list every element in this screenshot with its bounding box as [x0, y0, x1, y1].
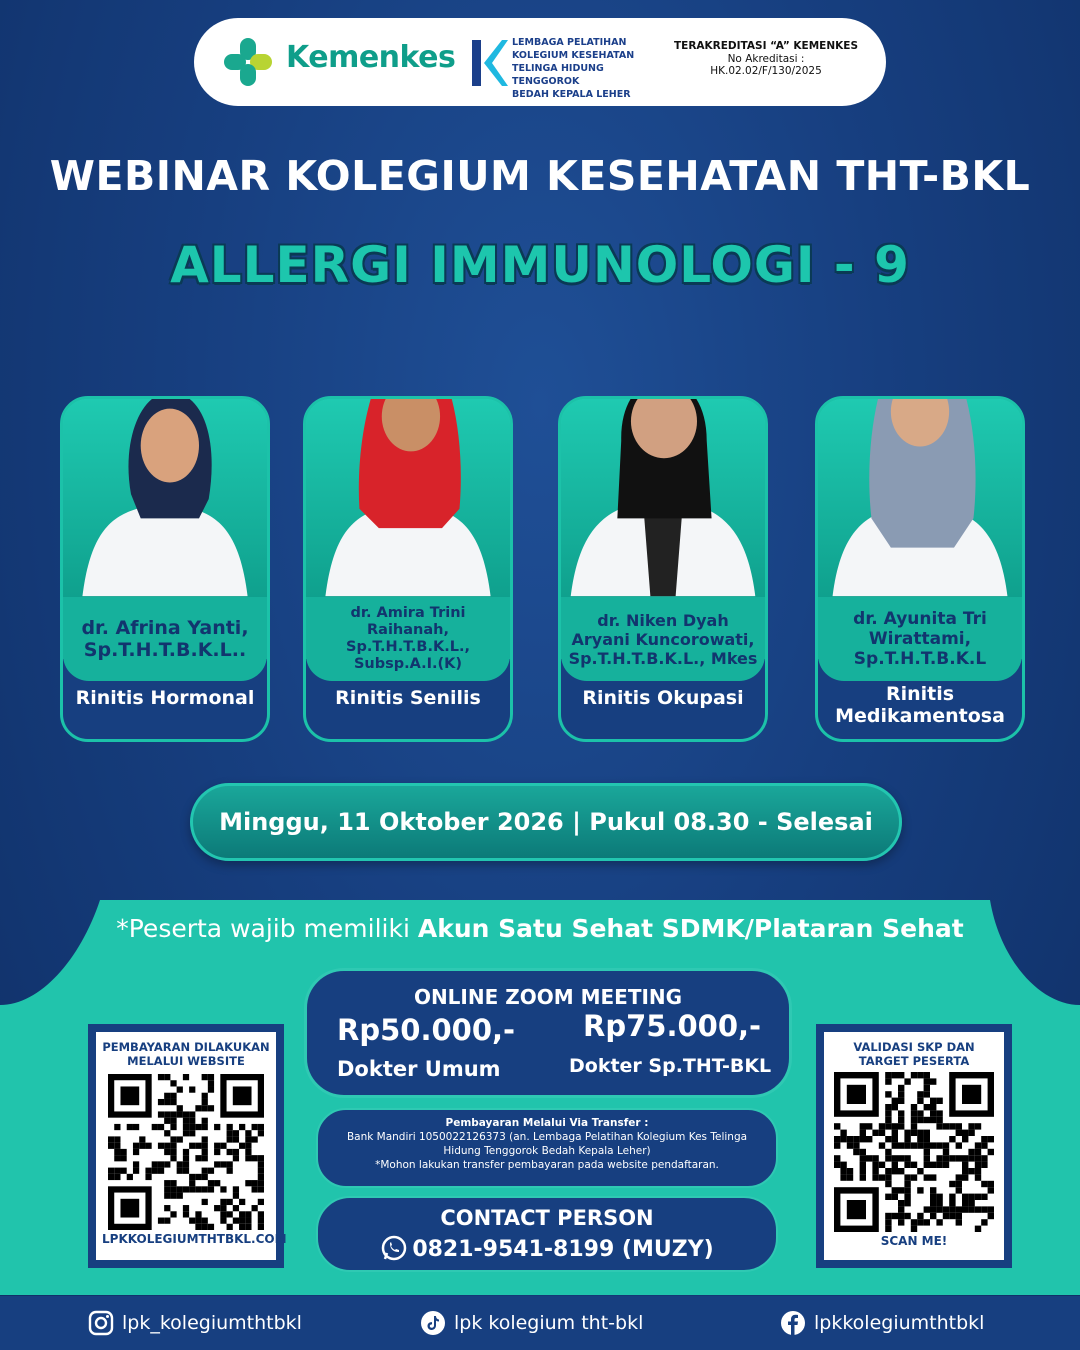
qr-code-icon[interactable] — [834, 1072, 994, 1232]
price-specialist: Rp75.000,- — [583, 1009, 762, 1043]
page-title: WEBINAR KOLEGIUM KESEHATAN THT-BKL — [49, 152, 1031, 200]
speaker-topic: Rinitis Medikamentosa — [818, 659, 1022, 742]
website-url: LPKKOLEGIUMTHTBKL.COM — [102, 1232, 287, 1246]
transfer-info — [316, 1108, 778, 1188]
qr-caption: PEMBAYARAN DILAKUKAN MELALUI WEBSITE — [102, 1040, 270, 1068]
speaker-photo — [818, 399, 1022, 599]
speaker-topic: Rinitis Okupasi — [561, 659, 765, 742]
speaker-photo — [306, 399, 510, 599]
contact-title: CONTACT PERSON — [440, 1206, 654, 1230]
accreditation-info: TERAKREDITASI “A” KEMENKES No Akreditasi : HK.02.02/F/130/2025 — [673, 40, 859, 77]
speaker-name: dr. Afrina Yanti, Sp.T.H.T.B.K.L.. — [63, 597, 267, 681]
lpk-logo-icon — [470, 36, 510, 90]
tiktok-link[interactable]: lpk kolegium tht-bkl — [420, 1310, 643, 1336]
whatsapp-icon — [380, 1234, 408, 1262]
contact-phone[interactable]: 0821-9541-8199 (MUZY) — [318, 1234, 776, 1262]
speaker-card — [60, 396, 270, 742]
facebook-link[interactable]: lpkkolegiumthtbkl — [780, 1310, 984, 1336]
facebook-icon — [780, 1310, 806, 1336]
speaker-topic: Rinitis Senilis — [306, 659, 510, 742]
speaker-card — [558, 396, 768, 742]
pricing-title: ONLINE ZOOM MEETING — [413, 985, 683, 1009]
participant-requirement: *Peserta wajib memiliki Akun Satu Sehat SDMK/Plataran Sehat — [116, 914, 964, 943]
contact-box — [316, 1196, 778, 1272]
speaker-name: dr. Amira Trini Raihanah, Sp.T.H.T.B.K.L., Subsp.A.I.(K) — [306, 597, 510, 681]
validation-qr-card[interactable] — [816, 1024, 1012, 1268]
instagram-link[interactable]: lpk_kolegiumthtbkl — [88, 1310, 302, 1336]
speaker-photo — [561, 399, 765, 599]
bank-account: Bank Mandiri 1050022126373 (an. Lembaga Pelatihan Kolegium Kes Telinga Hidung Tenggorok Bedah Kepala Leher) — [346, 1131, 748, 1157]
event-subtitle: ALLERGI IMMUNOLOGI - 9 — [170, 236, 910, 294]
price-general-label: Dokter Umum — [337, 1057, 501, 1081]
pricing-box — [304, 968, 792, 1098]
footer-bar — [0, 1296, 1080, 1350]
speaker-name: dr. Niken Dyah Aryani Kuncorowati, Sp.T.H.T.B.K.L., Mkes — [561, 597, 765, 681]
date-time-banner: Minggu, 11 Oktober 2026 | Pukul 08.30 - Selesai — [190, 783, 902, 861]
kemenkes-wordmark: Kemenkes — [286, 40, 456, 75]
speaker-photo — [63, 399, 267, 599]
tiktok-icon — [420, 1310, 446, 1336]
transfer-title: Pembayaran Melalui Via Transfer : — [445, 1117, 649, 1129]
speaker-card — [303, 396, 513, 742]
price-general: Rp50.000,- — [337, 1013, 516, 1047]
qr-code-icon[interactable] — [108, 1074, 264, 1230]
payment-qr-card[interactable] — [88, 1024, 287, 1268]
instagram-icon — [88, 1310, 114, 1336]
qr-scan-label: SCAN ME! — [880, 1234, 948, 1248]
kemenkes-logo-icon — [222, 36, 274, 88]
lpk-wordmark: LEMBAGA PELATIHAN KOLEGIUM KESEHATAN TELINGA HIDUNG TENGGOROK BEDAH KEPALA LEHER — [512, 37, 635, 100]
speaker-card — [815, 396, 1025, 742]
speaker-topic: Rinitis Hormonal — [63, 659, 267, 742]
qr-caption: VALIDASI SKP DAN TARGET PESERTA — [853, 1040, 975, 1068]
header-bar — [194, 18, 886, 106]
transfer-note: *Mohon lakukan transfer pembayaran pada website pendaftaran. — [375, 1159, 719, 1171]
price-specialist-label: Dokter Sp.THT-BKL — [569, 1055, 772, 1077]
speaker-name: dr. Ayunita Tri Wirattami, Sp.T.H.T.B.K.L — [818, 597, 1022, 681]
